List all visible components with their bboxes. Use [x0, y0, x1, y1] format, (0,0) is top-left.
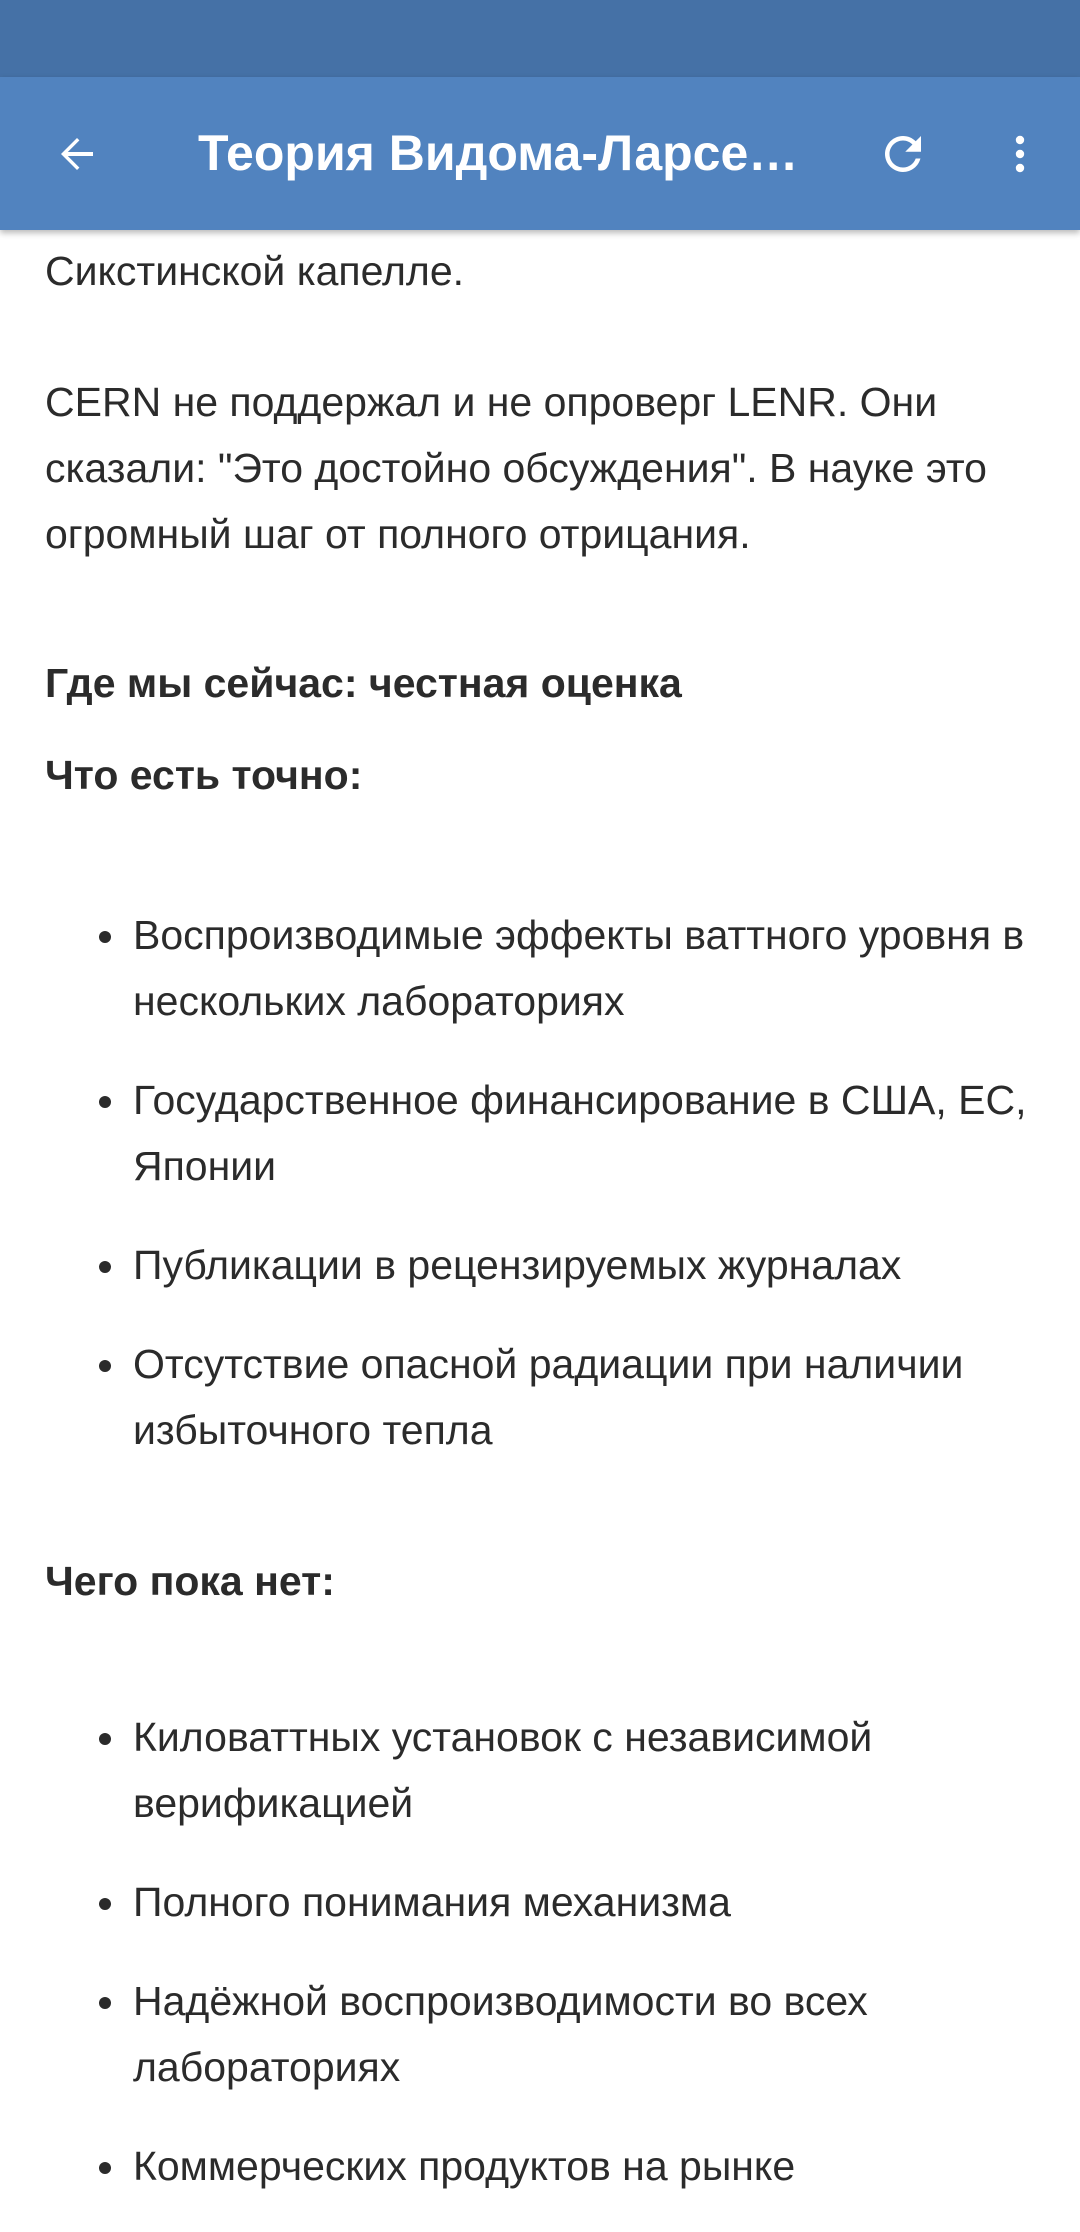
missing-list	[45, 1704, 1040, 2232]
list-item	[45, 1067, 1040, 1199]
more-vert-icon	[996, 130, 1044, 178]
list-item-text: Публикации в рецензируемых журналах	[133, 1242, 902, 1288]
status-bar	[0, 0, 1080, 77]
bullet-icon	[99, 931, 111, 943]
list-item	[45, 1869, 1040, 1935]
list-item-text: Полного понимания механизма	[133, 1879, 731, 1925]
list-item-text: Надёжной воспроизводимости во всех лабораториях	[133, 1978, 868, 2090]
section-heading: Где мы сейчас: честная оценка	[45, 660, 682, 706]
back-button[interactable]	[17, 77, 137, 230]
refresh-button[interactable]	[843, 77, 963, 230]
bullet-icon	[99, 1096, 111, 1108]
article-paragraph: CERN не поддержал и не опроверг LENR. Они сказали: "Это достойно обсуждения". В науке это огромный шаг от полного отрицания.	[45, 379, 987, 557]
list-item	[45, 1232, 1040, 1298]
refresh-icon	[876, 127, 930, 181]
bullet-icon	[99, 1733, 111, 1745]
section-heading: Что есть точно:	[45, 752, 363, 798]
list-item	[45, 1968, 1040, 2100]
list-item	[45, 1704, 1040, 1836]
list-item-text: Киловаттных установок с независимой верификацией	[133, 1714, 873, 1826]
page-title: Теория Видома-Ларсе…	[198, 125, 799, 181]
app-bar	[0, 77, 1080, 230]
bullet-icon	[99, 1898, 111, 1910]
bullet-icon	[99, 1261, 111, 1273]
list-item	[45, 902, 1040, 1034]
bullet-icon	[99, 2162, 111, 2174]
list-item-text: Отсутствие опасной радиации при наличии избыточного тепла	[133, 1341, 964, 1453]
section-heading: Чего пока нет:	[45, 1558, 335, 1604]
article-content[interactable]	[0, 230, 1080, 2189]
list-item	[45, 1331, 1040, 1463]
article-paragraph: Сикстинской капелле.	[45, 248, 465, 294]
list-item-text: Воспроизводимые эффекты ваттного уровня в нескольких лабораториях	[133, 912, 1025, 1024]
bullet-icon	[99, 1360, 111, 1372]
list-item-text: Государственное финансирование в США, ЕС, Японии	[133, 1077, 1027, 1189]
more-options-button[interactable]	[960, 77, 1080, 230]
arrow-left-icon	[53, 130, 101, 178]
list-item-text: Коммерческих продуктов на рынке	[133, 2143, 796, 2189]
list-item	[45, 2133, 1040, 2199]
exists-list	[45, 902, 1040, 1496]
bullet-icon	[99, 1997, 111, 2009]
